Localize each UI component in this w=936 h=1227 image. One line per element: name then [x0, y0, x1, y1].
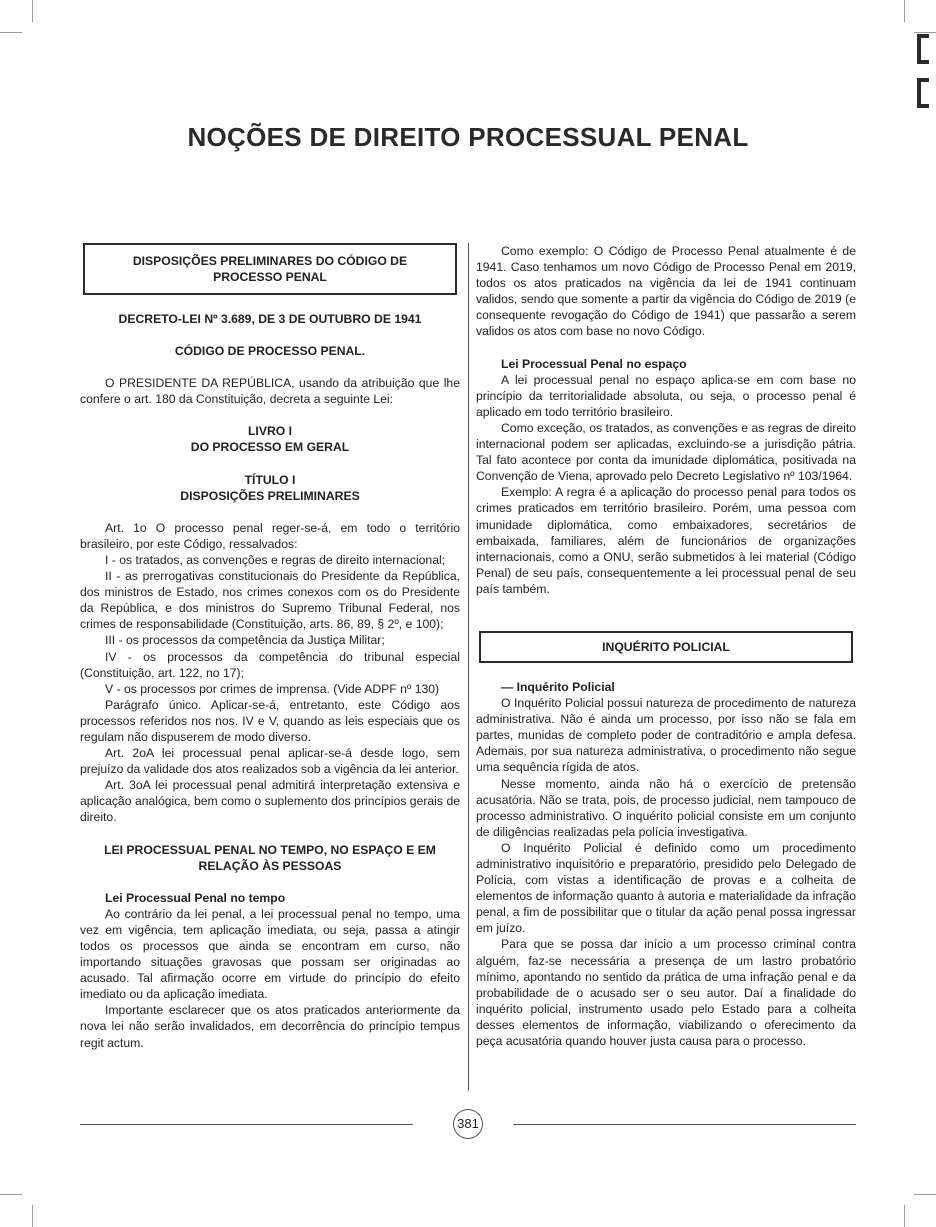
- footer-rule: [80, 1124, 413, 1125]
- body-paragraph: Importante esclarecer que os atos praticados anteriormente da nova lei não serão invalidados, em decorrência do princípio tempus regit actum.: [80, 1003, 460, 1050]
- subsection-heading: Lei Processual Penal no espaço: [501, 356, 687, 371]
- subsection-heading: — Inquérito Policial: [501, 679, 615, 694]
- body-paragraph: Como exceção, os tratados, as convenções e as regras de direito internacional podem ser aplicadas, excluindo-se a jurisdição pátria. Tal fato acontece por conta da imunidade diplomática, positivada na Convenção de Viena, aprovado pelo Decreto Legislativo nº 103/1964.: [476, 420, 856, 484]
- edge-bracket-mark: [917, 34, 929, 64]
- crop-mark: [904, 1205, 905, 1227]
- body-paragraph: O Inquérito Policial possui natureza de procedimento de natureza administrativa. Não é ainda um processo, por isso não se fala em partes, munidas de completo poder de contraditório e ampla defesa. Ademais, por sua natureza administrativa, o procedimento não segue uma sequência rígida de atos.: [476, 696, 856, 775]
- section-box-heading: INQUÉRITO POLICIAL: [479, 631, 853, 663]
- crop-mark: [904, 0, 905, 22]
- body-paragraph: Ao contrário da lei penal, a lei processual penal no tempo, uma vez em vigência, tem aplicação imediata, ou seja, passa a atingir todos os processos que ainda se encontram em curso, não importando situações gravosas que possam ser originadas ao acusado. Tal afirmação ocorre em virtude do princípio do efeito imediato ou da aplicação imediata.: [80, 906, 460, 1002]
- article-1-item: I - os tratados, as convenções e regras de direito internacional;: [105, 552, 446, 567]
- titulo-heading: TÍTULO I: [244, 472, 296, 487]
- column-divider: [468, 243, 469, 1091]
- crop-mark: [0, 32, 22, 33]
- body-paragraph: Nesse momento, ainda não há o exercício de pretensão acusatória. Não se trata, pois, de processo judicial, nem tampouco de processo administrativo. O inquérito policial consiste em um conjunto de diligências realizadas pela polícia investigativa.: [476, 776, 856, 839]
- crop-mark: [0, 1194, 22, 1195]
- article-1: Art. 1o O processo penal reger-se-á, em todo o território brasileiro, por este Código, ressalvados:: [80, 520, 460, 551]
- article-1-item: V - os processos por crimes de imprensa. (Vide ADPF nº 130): [105, 681, 440, 696]
- article-1-item: II - as prerrogativas constitucionais do Presidente da República, dos ministros de Estado, nos crimes conexos com os do Presidente da República, e dos ministros do Supremo Tribunal Federal, nos crimes de responsabilidade (Constituição, arts. 86, 89, § 2º, e 100);: [80, 569, 460, 632]
- page-title: NOÇÕES DE DIREITO PROCESSUAL PENAL: [187, 122, 749, 152]
- livro-heading: LIVRO I: [247, 424, 292, 439]
- subsection-heading: Lei Processual Penal no tempo: [105, 890, 286, 905]
- crop-mark: [914, 1194, 936, 1195]
- section-box-heading: DISPOSIÇÕES PRELIMINARES DO CÓDIGO DE PROCESSO PENAL: [83, 243, 457, 295]
- decree-heading: DECRETO-LEI Nº 3.689, DE 3 DE OUTUBRO DE 1941: [118, 312, 422, 326]
- code-heading: CÓDIGO DE PROCESSO PENAL.: [174, 344, 366, 359]
- footer-rule: [513, 1124, 856, 1125]
- edge-bracket-mark: [917, 78, 929, 108]
- body-paragraph: O Inquérito Policial é definido como um procedimento administrativo inquisitório e preparatório, presidido pelo Delegado de Polícia, com vistas a identificação de provas e a colheita de elementos de informação quanto à autoria e materialidade da infração penal, a fim de possibilitar que o titular da ação penal possa ingressar em juízo.: [476, 840, 856, 936]
- page-number: 381: [453, 1109, 483, 1139]
- crop-mark: [914, 32, 936, 33]
- body-paragraph: Exemplo: A regra é a aplicação do processo penal para todos os crimes praticados em território brasileiro. Porém, uma pessoa com imunidade diplomática, como embaixadores, secretários de embaixada, familiares, além de funcionários de organizações internacionais, como a ONU, serão submetidos à lei material (Código Penal) de seu país, consequentemente a lei processual penal de seu país também.: [476, 485, 856, 596]
- article-1-item: IV - os processos da competência do tribunal especial (Constituição, art. 122, no 17);: [80, 649, 460, 680]
- crop-mark: [32, 1205, 33, 1227]
- intro-paragraph: O PRESIDENTE DA REPÚBLICA, usando da atribuição que lhe confere o art. 180 da Constituição, decreta a seguinte Lei:: [80, 376, 460, 407]
- left-column: [80, 243, 460, 1051]
- right-column: [476, 243, 856, 1049]
- crop-mark: [32, 0, 33, 22]
- livro-subheading: DO PROCESSO EM GERAL: [190, 440, 350, 455]
- body-paragraph: A lei processual penal no espaço aplica-se em com base no princípio da territorialidade absoluta, ou seja, o processo penal é aplicado em todo território brasileiro.: [476, 372, 856, 419]
- titulo-subheading: DISPOSIÇÕES PRELIMINARES: [180, 488, 360, 503]
- body-paragraph: Como exemplo: O Código de Processo Penal atualmente é de 1941. Caso tenhamos um novo Código de Processo Penal em 2019, todos os atos praticados na vigência da lei de 1941 continuam validos, sendo que somente a partir da vigência do Código de 2019 (e consequente revogação do Código de 1941) que passarão a serem validos os atos com base no novo Código.: [476, 244, 856, 339]
- body-paragraph: Para que se possa dar início a um processo criminal contra alguém, faz-se necessária a presença de um lastro probatório mínimo, apontando no sentido da prática de uma infração penal e da probabilidade de o acusado ser o seu autor. Daí a finalidade do inquérito policial, instrumento usado pelo Estado para a colheita desses elementos de informação, viabilizando o oferecimento da peça acusatória quando houver justa causa para o processo.: [476, 937, 856, 1049]
- section-heading: LEI PROCESSUAL PENAL NO TEMPO, NO ESPAÇO E EM RELAÇÃO ÀS PESSOAS: [104, 842, 436, 873]
- sole-paragraph: Parágrafo único. Aplicar-se-á, entretanto, este Código aos processos referidos nos nos. IV e V, quando as leis especiais que os regulam não dispuserem de modo diverso.: [80, 697, 460, 744]
- article-3: Art. 3oA lei processual penal admitirá interpretação extensiva e aplicação analógica, bem como o suplemento dos princípios gerais de direito.: [80, 778, 460, 825]
- article-1-item: III - os processos da competência da Justiça Militar;: [105, 633, 385, 648]
- article-2: Art. 2oA lei processual penal aplicar-se-á desde logo, sem prejuízo da validade dos atos realizados sob a vigência da lei anterior.: [80, 746, 460, 777]
